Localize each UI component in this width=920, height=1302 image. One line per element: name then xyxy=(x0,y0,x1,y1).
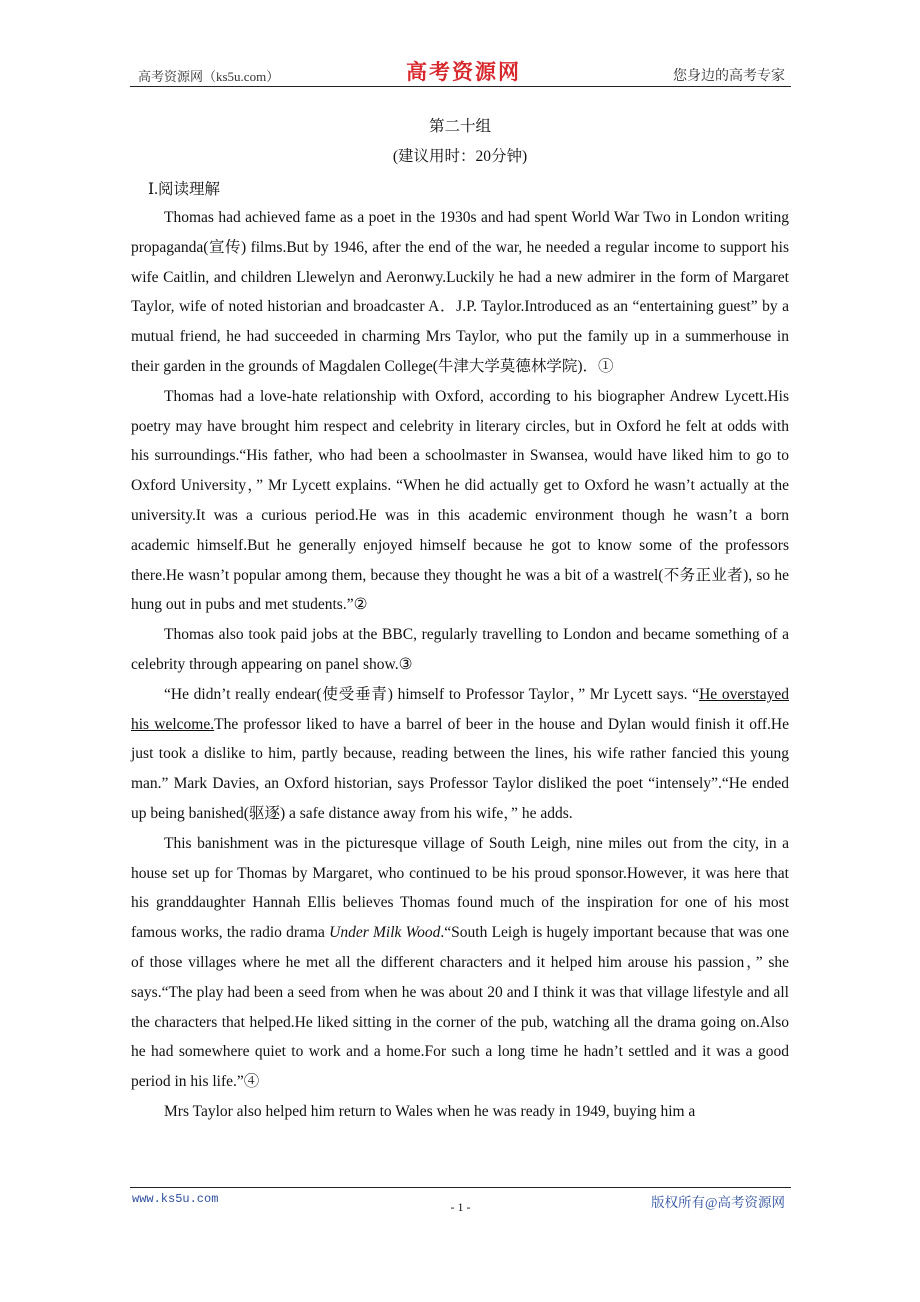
header-slogan: 您身边的高考专家 xyxy=(673,69,785,84)
header-logo: 高考资源网 xyxy=(406,59,521,84)
page-footer xyxy=(130,1187,791,1214)
suggested-time: (建议用时：20分钟) xyxy=(392,148,528,165)
paragraph-1: Thomas had achieved fame as a poet in the 1930s and had spent World War Two in London writing propaganda(宣传) films.But by 1946, after the end of the war, he needed a regular income to support his wife Caitlin, and children Llewelyn and Aeronwy.Luckily he had a new admirer in the form of Margaret Taylor, wife of noted historian and broadcaster A．J.P. Taylor.Introduced as an “entertaining guest” by a mutual friend, he had succeeded in charming Mrs Taylor, who put the family up in a summerhouse in their garden in the grounds of Magdalen College(牛津大学莫德林学院)．① xyxy=(131,209,789,375)
footer-site-link[interactable]: www.ks5u.com xyxy=(132,1192,219,1206)
paragraph-5-end: .“South Leigh is hugely important because that was one of those villages where he met all the different characters and it helped him arouse his passion，” she says.“The play had been a seed from when he was about 20 and I think it was that village lifestyle and all the characters that helped.He liked sitting in the corner of the pub, watching all the drama going on.Also he had somewhere quiet to work and a home.For such a long time he hadn’t settled and it was a good period in his life.”④ xyxy=(131,924,790,1091)
reading-passage xyxy=(131,203,789,1127)
underlined-phrase: He overstayed his welcome. xyxy=(131,685,789,733)
paragraph-3: Thomas also took paid jobs at the BBC, regularly travelling to London and became something of a celebrity through appearing on panel show.③ xyxy=(131,626,789,673)
paragraph-6: Mrs Taylor also helped him return to Wales when he was ready in 1949, buying him a xyxy=(164,1102,696,1120)
page-number: - 1 - xyxy=(450,1200,471,1214)
paragraph-4-end: The professor liked to have a barrel of beer in the house and Dylan would finish it off.He just took a dislike to him, partly because, reading between the lines, his wife rather fancied this young man.” Mark Davies, an Oxford historian, says Professor Taylor disliked the poet “intensely”.“He ended up being banished(驱逐) a safe distance away from his wife，” he adds. xyxy=(131,715,789,822)
paragraph-4-start: “He didn’t really endear(使受垂青) himself to Professor Taylor，” Mr Lycett says. “ xyxy=(164,685,700,703)
footer-copyright: 版权所有@高考资源网 xyxy=(651,1195,785,1210)
drama-title: Under Milk Wood xyxy=(329,924,441,942)
paragraph-5-start: This banishment was in the picturesque village of South Leigh, nine miles out from the city, in a house set up for Thomas by Margaret, who continued to be his proud sponsor.However, it was here that his granddaughter Hannah Ellis believes Thomas found much of the inspiration for one of his most famous works, the radio drama xyxy=(131,834,789,942)
header-site-name: 高考资源网（ks5u.com） xyxy=(138,69,280,84)
paragraph-5 xyxy=(131,829,789,1097)
paragraph-2: Thomas had a love‑hate relationship with Oxford, according to his biographer Andrew Lycett.His poetry may have brought him respect and celebrity in literary circles, but in Oxford he felt at odds with his surroundings.“His father, who had been a schoolmaster in Swansea, would have liked him to go to Oxford University，” Mr Lycett explains. “When he did actually get to Oxford he wasn’t actually at the university.It was a curious period.He was in this academic environment though he wasn’t a born academic himself.But he generally enjoyed himself because he got to know some of the professors there.He wasn’t popular among them, because they thought he was a bit of a wastrel(不务正业者), so he hung out in pubs and met students.”② xyxy=(131,387,789,614)
page-header xyxy=(130,60,791,87)
section-heading: Ⅰ.阅读理解 xyxy=(148,181,220,198)
group-title: 第二十组 xyxy=(428,118,491,135)
paragraph-4 xyxy=(131,680,789,829)
